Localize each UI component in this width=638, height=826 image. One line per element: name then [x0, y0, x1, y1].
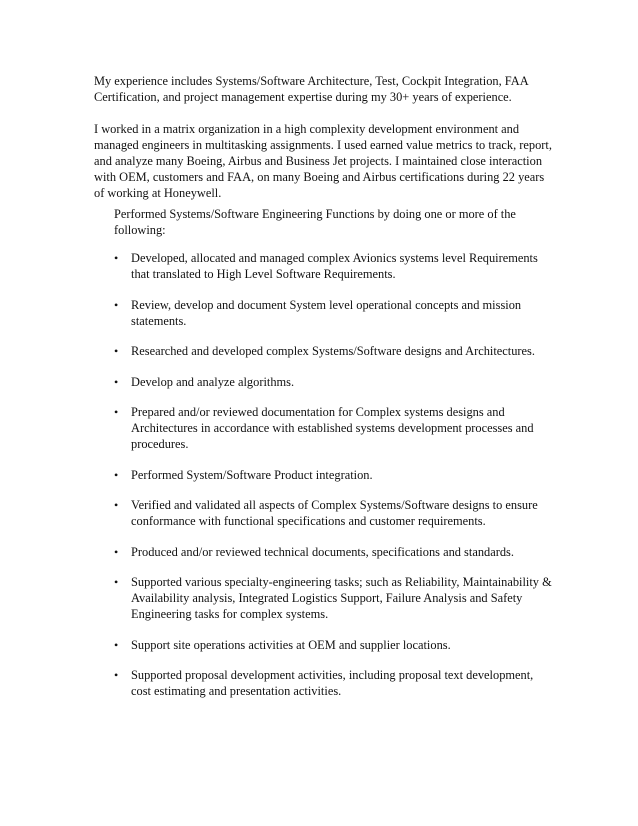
list-item-text: Review, develop and document System level operational concepts and mission statements.: [131, 297, 522, 328]
bullet-icon: •: [114, 344, 119, 358]
honeywell-experience-paragraph: I worked in a matrix organization in a high complexity development environment and managed engineers in multitasking assignments. I used earned value metrics to track, report, and analyze many Boeing, Airbus and Business Jet projects. I maintained close interaction with OEM, customers and FAA, on many Boeing and Airbus certifications during 22 years of working at Honeywell.: [94, 122, 552, 200]
bullet-icon: •: [114, 637, 119, 652]
bullet-icon: •: [114, 374, 119, 389]
list-item: [114, 637, 554, 653]
list-item: [114, 250, 554, 282]
bullet-icon: •: [114, 251, 119, 265]
bullet-icon: •: [114, 544, 119, 559]
functions-intro: Performed Systems/Software Engineering Functions by doing one or more of the following:: [114, 207, 516, 237]
list-item-text: Verified and validated all aspects of Complex Systems/Software designs to ensure conformance with functional specifications and customer requirements.: [131, 498, 538, 528]
bullet-icon: •: [114, 297, 119, 312]
experience-summary-paragraph: My experience includes Systems/Software Architecture, Test, Cockpit Integration, FAA Certification, and project management expertise during my 30+ years of experience.: [94, 74, 528, 104]
bullet-icon: •: [114, 575, 119, 589]
bullet-icon: •: [114, 498, 119, 512]
list-item: [114, 544, 554, 560]
bullet-icon: •: [114, 405, 119, 419]
bullet-icon: •: [114, 467, 119, 482]
list-item: [114, 374, 554, 390]
list-item-text: Performed System/Software Product integration.: [131, 467, 373, 482]
list-item-text: Researched and developed complex Systems/Software designs and Architectures.: [131, 344, 535, 358]
list-item: [114, 667, 554, 699]
list-item: [114, 574, 554, 622]
list-item: [114, 404, 554, 452]
list-item: [114, 497, 554, 529]
list-item: [114, 343, 554, 359]
list-item-text: Prepared and/or reviewed documentation for Complex systems designs and Architectures in accordance with established systems development processes and procedures.: [131, 405, 534, 451]
list-item-text: Support site operations activities at OEM and supplier locations.: [131, 637, 451, 652]
list-item-text: Supported various specialty-engineering tasks; such as Reliability, Maintainability & Availability analysis, Integrated Logistics Support, Failure Analysis and Safety Engineering tasks for complex systems.: [131, 575, 552, 621]
functions-list: [114, 250, 554, 714]
list-item-text: Developed, allocated and managed complex Avionics systems level Requirements that translated to High Level Software Requirements.: [131, 251, 538, 281]
list-item: [114, 297, 554, 329]
bullet-icon: •: [114, 668, 119, 682]
list-item-text: Develop and analyze algorithms.: [131, 374, 295, 389]
list-item-text: Produced and/or reviewed technical documents, specifications and standards.: [131, 544, 514, 559]
list-item-text: Supported proposal development activities, including proposal text development, cost estimating and presentation activities.: [131, 668, 534, 698]
list-item: [114, 467, 554, 483]
